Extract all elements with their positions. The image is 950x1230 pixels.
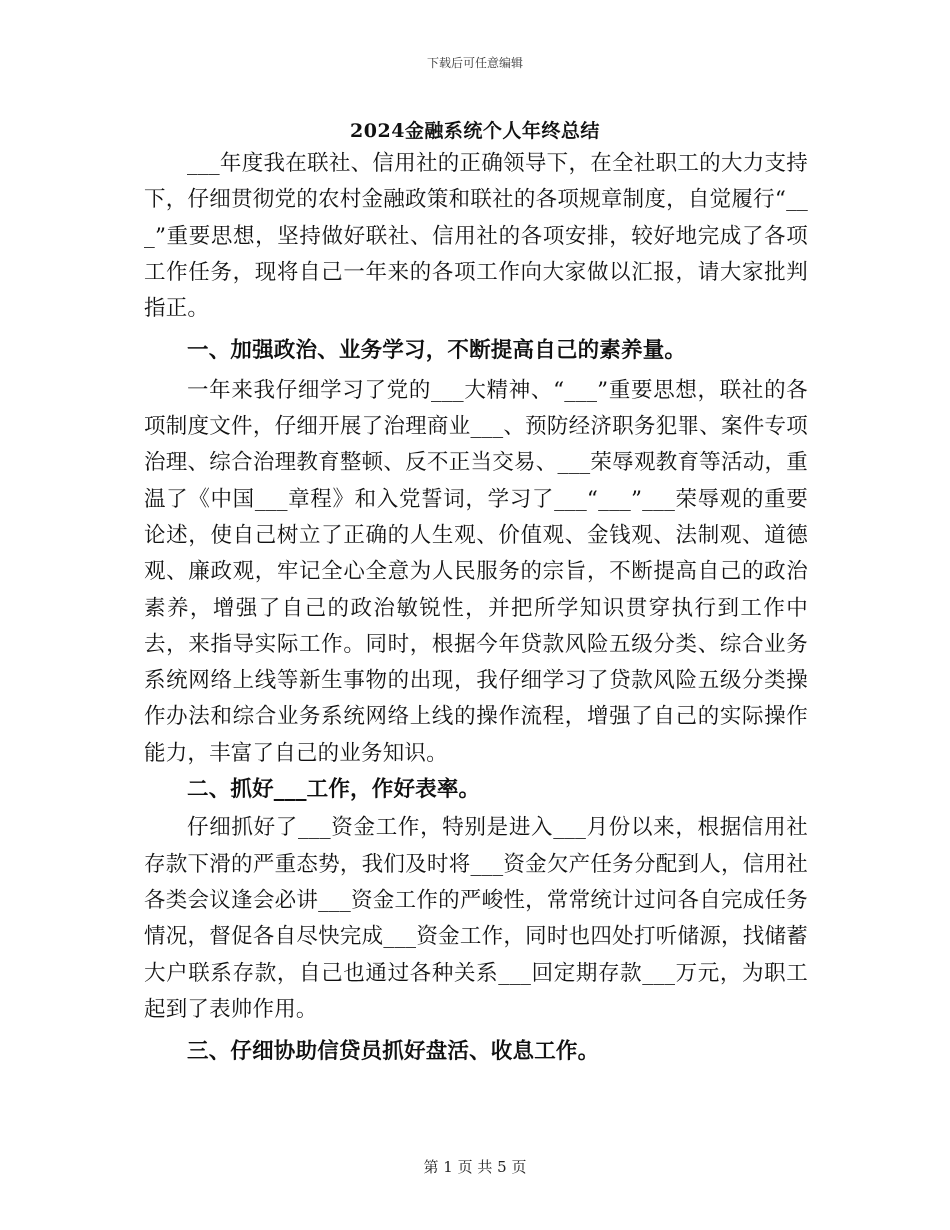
section-3-heading: 三、仔细协助信贷员抓好盘活、收息工作。 <box>187 1039 600 1065</box>
section-1-heading: 一、加强政治、业务学习，不断提高自己的素养量。 <box>187 338 687 364</box>
document-title: 2024金融系统个人年终总结 <box>350 120 600 142</box>
section-2-heading: 二、抓好___工作，作好表率。 <box>187 777 481 803</box>
section-1-paragraph: 一年来我仔细学习了党的___大精神、“___”重要思想，联社的各项制度文件，仔细开展了治理商业___、预防经济职务犯罪、案件专项治理、综合治理教育整顿、反不正当交易、___荣辱观教育等活动，重温了《中国___章程》和入党誓词，学习了___“___”___荣辱观的重要论述，使自己树立了正确的人生观、价值观、金钱观、法制观、道德观、廉政观，牢记全心全意为人民服务的宗旨，不断提高自己的政治素养，增强了自己的政治敏锐性，并把所学知识贯穿执行到工作中去，来指导实际工作。同时，根据今年贷款风险五级分类、综合业务系统网络上线等新生事物的出现，我仔细学习了贷款风险五级分类操作办法和综合业务系统网络上线的操作流程，增强了自己的实际操作能力，丰富了自己的业务知识。 <box>144 377 808 766</box>
document-body <box>144 146 808 1070</box>
section-2-paragraph: 仔细抓好了___资金工作，特别是进入___月份以来，根据信用社存款下滑的严重态势，我们及时将___资金欠产任务分配到人，信用社各类会议逢会必讲___资金工作的严峻性，常常统计过问各自完成任务情况，督促各自尽快完成___资金工作，同时也四处打听储源，找储蓄大户联系存款，自己也通过各种关系___回定期存款___万元，为职工起到了表帅作用。 <box>144 815 808 1022</box>
page-number-footer: 第 1 页 共 5 页 <box>423 1158 527 1176</box>
page-header-note: 下载后可任意编辑 <box>426 56 523 70</box>
intro-paragraph: ___年度我在联社、信用社的正确领导下，在全社职工的大力支持下，仔细贯彻党的农村金融政策和联社的各项规章制度，自觉履行“___”重要思想，坚持做好联社、信用社的各项安排，较好地完成了各项工作任务，现将自己一年来的各项工作向大家做以汇报，请大家批判指正。 <box>144 151 808 322</box>
